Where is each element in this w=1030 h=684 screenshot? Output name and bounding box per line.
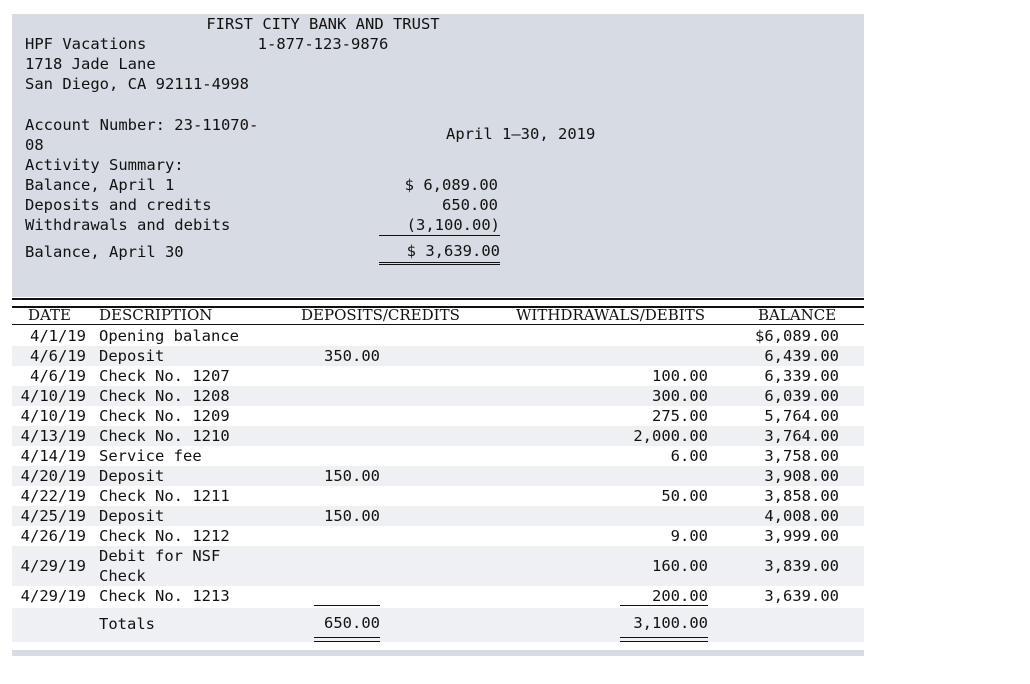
row-date: 4/22/19 [20,487,86,505]
table-row [12,326,864,346]
row-balance: 6,439.00 [764,347,839,365]
table-row [12,586,864,606]
row-withdrawal: 6.00 [670,447,708,465]
summary-label-opening: Balance, April 1 [25,176,175,194]
row-balance: 3,758.00 [764,447,839,465]
row-date: 4/6/19 [30,367,86,385]
row-description [99,546,220,586]
row-date: 4/26/19 [20,527,86,545]
row-description: Deposit [99,467,165,485]
row-withdrawal: 100.00 [652,367,708,385]
totals-row [12,608,864,642]
row-description: Deposit [99,347,165,365]
table-row [12,546,864,586]
deposits-total-double-rule [314,637,380,642]
row-balance: 4,008.00 [764,507,839,525]
customer-street: 1718 Jade Lane [25,55,156,73]
summary-value-opening: $ 6,089.00 [404,176,498,194]
withdrawals-total-double-rule [620,637,708,642]
col-balance: BALANCE [758,306,837,324]
row-balance: 6,039.00 [764,387,839,405]
row-description: Opening balance [99,327,239,345]
summary-value-closing: $ 3,639.00 [379,240,500,265]
row-withdrawal: 2,000.00 [633,427,708,445]
summary-value-closing-wrap [379,240,500,265]
row-balance: 6,339.00 [764,367,839,385]
bank-phone: 1-877-123-9876 [257,35,389,53]
row-date: 4/10/19 [20,387,86,405]
row-balance: 3,839.00 [764,557,839,575]
row-description: Check No. 1212 [99,527,230,545]
row-balance: 3,858.00 [764,487,839,505]
table-row [12,526,864,546]
row-description: Check No. 1213 [99,587,230,605]
customer-name: HPF Vacations [25,35,147,53]
statement-period: April 1–30, 2019 [446,125,596,143]
row-balance: 3,764.00 [764,427,839,445]
row-balance: 3,639.00 [764,587,839,605]
customer-city: San Diego, CA 92111-4998 [25,75,249,93]
row-description-line2: Check [99,567,146,585]
summary-value-deposits: 650.00 [442,196,498,214]
row-date: 4/29/19 [20,587,86,605]
row-balance: 3,999.00 [764,527,839,545]
account-number-suffix: 08 [25,136,44,154]
table-row [12,506,864,526]
table-row [12,366,864,386]
row-date: 4/14/19 [20,447,86,465]
row-date: 4/25/19 [20,507,86,525]
withdrawals-subtotal-rule [620,605,708,606]
row-description: Service fee [99,447,202,465]
row-deposit: 150.00 [324,507,380,525]
row-description: Check No. 1210 [99,427,230,445]
row-description: Check No. 1208 [99,387,230,405]
row-description: Check No. 1211 [99,487,230,505]
table-row [12,486,864,506]
statement-header [12,14,864,297]
row-date: 4/6/19 [30,347,86,365]
table-row [12,406,864,426]
row-date: 4/29/19 [20,557,86,575]
row-balance: 3,908.00 [764,467,839,485]
row-withdrawal: 160.00 [652,557,708,575]
totals-deposits: 650.00 [324,614,380,632]
row-date: 4/20/19 [20,467,86,485]
col-description: DESCRIPTION [99,306,213,324]
account-number: Account Number: 23-11070- [25,116,259,134]
row-withdrawal: 275.00 [652,407,708,425]
row-withdrawal: 9.00 [670,527,708,545]
col-date: DATE [28,306,71,324]
row-description: Check No. 1209 [99,407,230,425]
transactions-table [12,326,864,606]
summary-label-deposits: Deposits and credits [25,196,212,214]
summary-heading: Activity Summary: [25,156,184,174]
row-withdrawal: 50.00 [661,487,708,505]
row-withdrawal: 200.00 [652,587,708,605]
table-column-headers [12,306,864,325]
summary-label-closing: Balance, April 30 [25,243,184,261]
col-deposits: DEPOSITS/CREDITS [301,306,460,324]
table-row [12,446,864,466]
summary-value-withdrawals: (3,100.00) [379,215,500,236]
totals-withdrawals: 3,100.00 [633,614,708,632]
row-description: Deposit [99,507,165,525]
row-date: 4/10/19 [20,407,86,425]
table-row [12,386,864,406]
row-deposit: 350.00 [324,347,380,365]
row-description-line1: Debit for NSF [99,547,221,565]
summary-value-withdrawals-wrap [379,215,500,236]
row-withdrawal: 300.00 [652,387,708,405]
totals-label: Totals [99,615,155,633]
row-balance: $6,089.00 [755,327,839,345]
table-row [12,466,864,486]
row-deposit: 150.00 [324,467,380,485]
table-row [12,346,864,366]
row-date: 4/13/19 [20,427,86,445]
summary-label-withdrawals: Withdrawals and debits [25,216,231,234]
deposits-subtotal-rule [314,605,380,606]
table-bottom-band [12,650,864,656]
row-date: 4/1/19 [30,327,86,345]
row-description: Check No. 1207 [99,367,230,385]
row-balance: 5,764.00 [764,407,839,425]
col-withdrawals: WITHDRAWALS/DEBITS [516,306,705,324]
table-row [12,426,864,446]
bank-name: FIRST CITY BANK AND TRUST [206,15,440,33]
